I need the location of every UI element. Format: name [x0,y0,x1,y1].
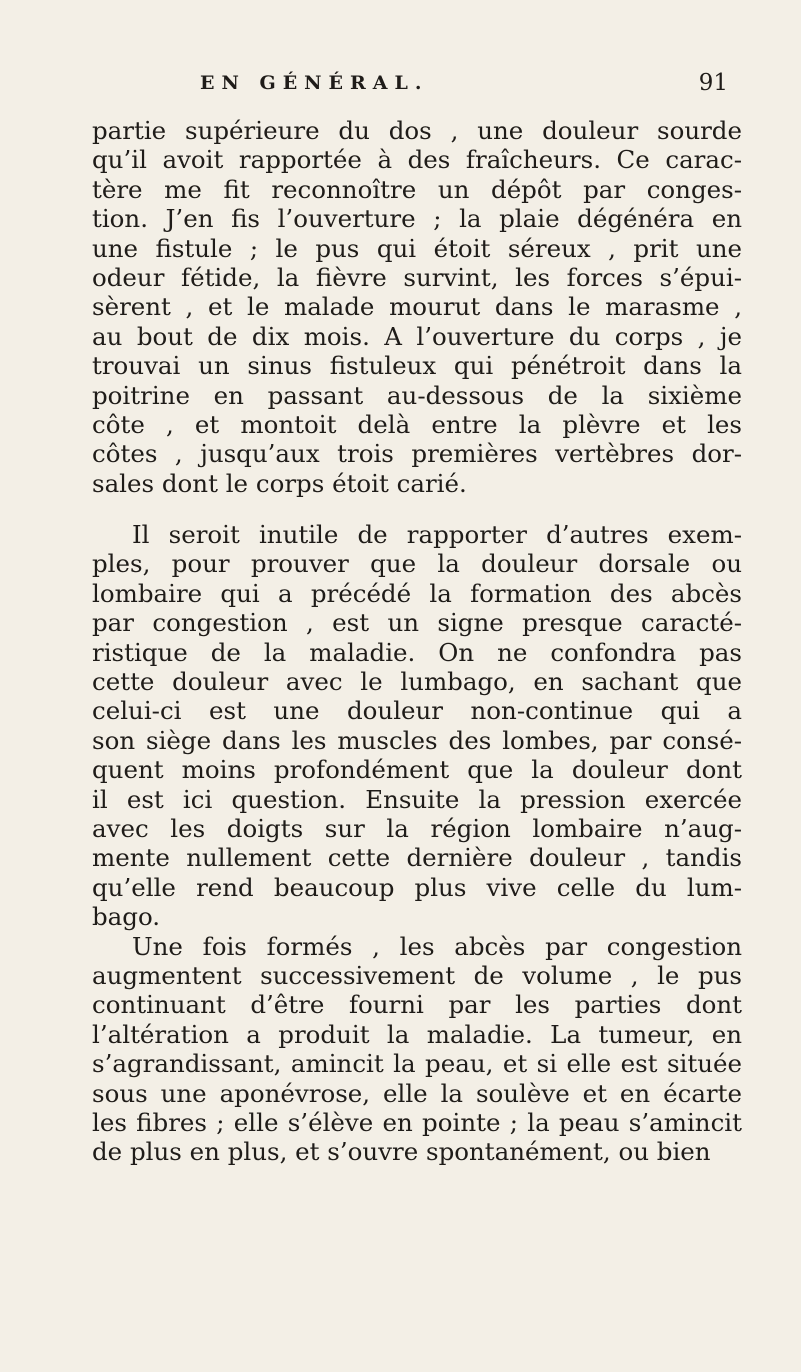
text-line: cette douleur avec le lumbago, en sachant que [92,667,742,697]
text-line: poitrine en passant au-dessous de la sixième [92,380,742,410]
text-line: les fibres ; elle s’élève en pointe ; la peau s’amincit [92,1107,742,1137]
text-line: l’altération a produit la maladie. La tumeur, en [92,1019,742,1049]
text-line: trouvai un sinus fistuleux qui pénétroit dans la [92,351,742,381]
text-line: odeur fétide, la fièvre survint, les forces s’épui- [92,262,742,292]
text-line: qu’elle rend beaucoup plus vive celle du lum- [92,872,742,902]
text-line: quent moins profondément que la douleur dont [92,755,742,785]
text-line: côtes , jusqu’aux trois premières vertèbres dor- [92,439,742,469]
text-line: celui-ci est une douleur non-continue qui a [92,696,742,726]
text-line: tion. J’en fis l’ouverture ; la plaie dégénéra en [92,204,742,234]
text-line: ristique de la maladie. On ne confondra pas [92,637,742,667]
text-line: au bout de dix mois. A l’ouverture du corps , je [92,321,742,351]
text-line: Il seroit inutile de rapporter d’autres exem- [132,520,742,550]
text-line: mente nullement cette dernière douleur , tandis [92,843,742,873]
text-line: il est ici question. Ensuite la pression exercée [92,784,742,814]
text-line: une fistule ; le pus qui étoit séreux , prit une [92,233,742,263]
page-number: 91 [698,70,728,96]
text-line: lombaire qui a précédé la formation des abcès [92,578,742,608]
text-line: augmentent successivement de volume , le pus [92,960,742,990]
paragraph-gap [92,498,742,520]
running-title: EN GÉNÉRAL. [200,72,429,94]
text-line: s’agrandissant, amincit la peau, et si elle est située [92,1049,742,1079]
text-line: avec les doigts sur la région lombaire n’aug- [92,813,742,843]
text-line: côte , et montoit delà entre la plèvre et les [92,409,742,439]
paragraph-1 [92,116,742,498]
text-line: partie supérieure du dos , une douleur sourde [92,116,742,145]
text-line: continuant d’être fourni par les parties dont [92,990,742,1020]
text-line: bago. [92,902,161,932]
body-text [92,116,742,1167]
running-head [92,72,732,100]
text-line: sous une aponévrose, elle la soulève et en écarte [92,1078,742,1108]
text-line: sales dont le corps étoit carié. [92,468,467,498]
text-line: qu’il avoit rapportée à des fraîcheurs. Ce carac- [92,145,742,175]
text-line: Une fois formés , les abcès par congestion [132,931,742,961]
paragraph-3 [92,932,742,1167]
text-line: son siège dans les muscles des lombes, par consé- [92,725,742,755]
text-line: sèrent , et le malade mourut dans le marasme , [92,292,742,322]
text-line: de plus en plus, et s’ouvre spontanément, ou bien [92,1137,711,1167]
paragraph-2 [92,520,742,931]
text-line: par congestion , est un signe presque caracté- [92,608,742,638]
text-line: tère me fit reconnoître un dépôt par conges- [92,174,742,204]
text-line: ples, pour prouver que la douleur dorsale ou [92,549,742,579]
